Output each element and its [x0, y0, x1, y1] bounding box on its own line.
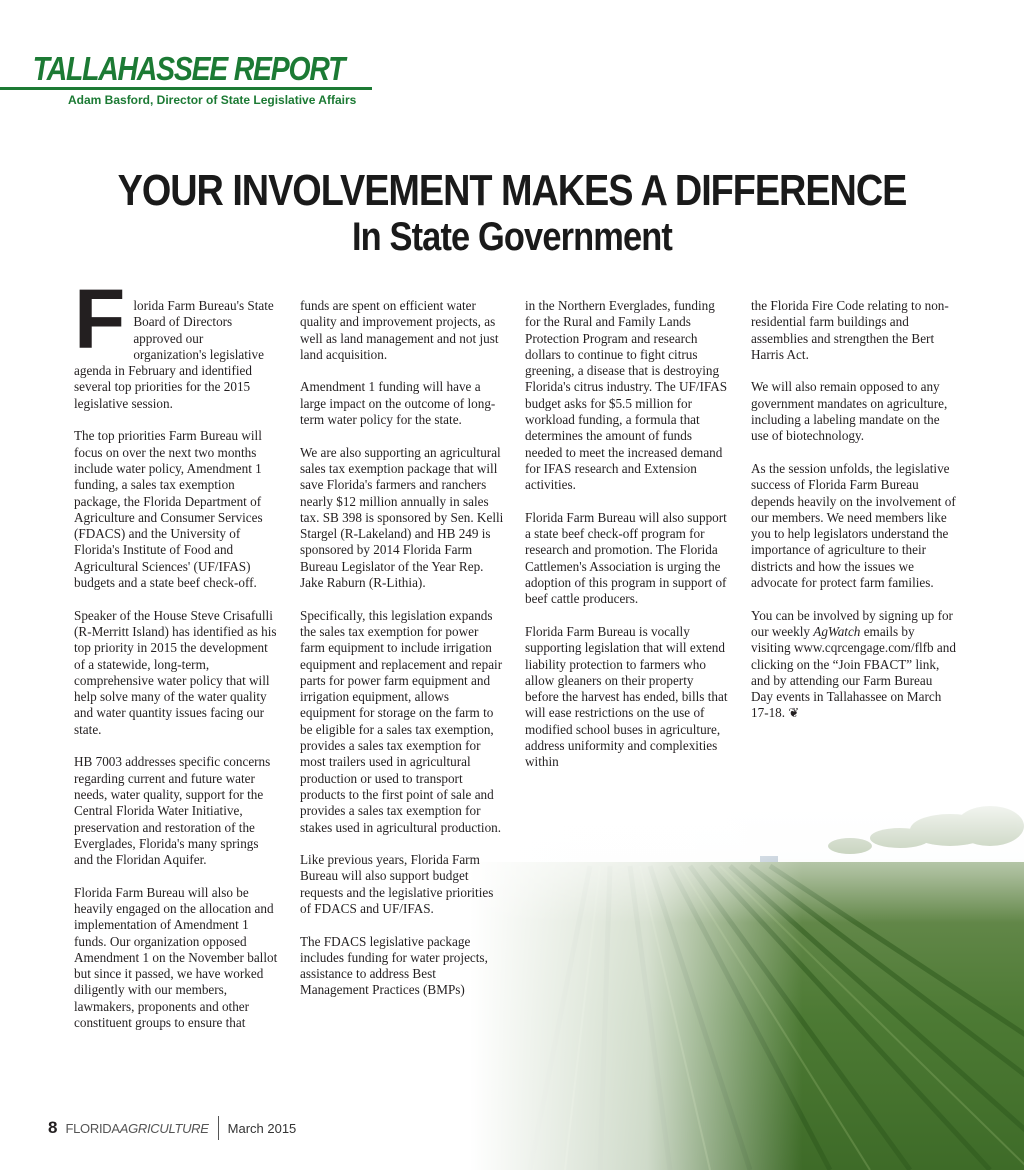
article-column-3	[525, 298, 730, 787]
article-paragraph: We will also remain opposed to any government mandates on agriculture, including a labeling mandate on the use of biotechnology.	[751, 379, 948, 444]
end-mark-icon: ❦	[788, 705, 800, 721]
page-footer	[48, 1116, 296, 1140]
article-text: You can be involved by signing up for our weekly	[751, 607, 953, 639]
article-paragraph: in the Northern Everglades, funding for the Rural and Family Lands Protection Program and research dollars to continue to fight citrus greening, a disease that is destroying Florida's citrus industry. The UF/IFAS budget asks for $5.5 million for workload funding, a formula that determines the amount of funds needed to meet the increased demand for IFAS research and Extension activities.	[525, 298, 728, 493]
article-paragraph: We are also supporting an agricultural sales tax exemption package that will save Florida's farmers and ranchers nearly $12 million annually in sales tax. SB 398 is sponsored by Sen. Kelli Stargel (R-Lakeland) and HB 249 is sponsored by 2014 Florida Farm Bureau Legislator of the Year Rep. Jake Raburn (R-Lithia).	[300, 444, 504, 591]
article-paragraph: Florida Farm Bureau will also be heavily engaged on the allocation and implementation of Amendment 1 funds. Our organization opposed Amendment 1 on the November ballot but since it passed, we have worked diligently with our members, lawmakers, proponents and other constituent groups to ensure that	[74, 884, 278, 1031]
headline-line2: In State Government	[351, 215, 673, 259]
article-paragraph: Amendment 1 funding will have a large impact on the outcome of long-term water policy for the state.	[300, 379, 496, 428]
footer-divider	[218, 1116, 219, 1140]
article-paragraph: Speaker of the House Steve Crisafulli (R-Merritt Island) has identified as his top priority in 2015 the development of a statewide, long-term, comprehensive water policy that will help solve many of the water quality and water quantity issues facing our state.	[74, 607, 277, 737]
article-paragraph: Florida Farm Bureau will also support a state beef check-off program for research and promotion. The Florida Cattlemen's Association is urging the adoption of this program in support of beef cattle producers.	[525, 509, 727, 607]
article-paragraph: Like previous years, Florida Farm Bureau will also support budget requests and the legislative priorities of FDACS and UF/IFAS.	[300, 852, 494, 916]
article-paragraph: The FDACS legislative package includes funding for water projects, assistance to address Best Management Practices (BMPs)	[300, 933, 488, 998]
headline-line1: YOUR INVOLVEMENT MAKES A DIFFERENCE	[117, 166, 907, 215]
article-paragraph	[751, 608, 956, 722]
article-paragraph: the Florida Fire Code relating to non-residential farm buildings and assemblies and strengthen the Bert Harris Act.	[751, 298, 949, 362]
article-paragraph: funds are spent on efficient water quality and improvement projects, as well as land management and not just land acquisition.	[300, 298, 499, 362]
agwatch-name: AgWatch	[813, 623, 861, 639]
article-text: lorida Farm Bureau's State Board of Directors approved our organization's legislative agenda in February and identified several top priorities for the 2015 legislative session.	[74, 298, 274, 411]
article-column-1	[74, 272, 279, 1048]
dropcap: F	[74, 272, 126, 366]
article-paragraph: The top priorities Farm Bureau will focus on over the next two months include water policy, Amendment 1 funding, a sales tax exemption package, the Florida Department of Agriculture and Consumer Services (FDACS) and the University of Florida's Institute of Food and Agricultural Sciences' (UF/IFAS) budgets and a state beef check-off.	[74, 428, 263, 591]
article-paragraph: Specifically, this legislation expands the sales tax exemption for power farm equipment to include irrigation equipment and replacement and repair parts for power farm equipment and irrigation equipment, allows equipment for storage on the farm to be eligible for a sales tax exemption, provides a sales tax exemption for most trailers used in agricultural production or used to transport products to the first point of sale and provides a sales tax exemption for stakes used in agricultural production.	[300, 607, 503, 835]
issue-date: March 2015	[227, 1120, 297, 1136]
section-byline: Adam Basford, Director of State Legislative Affairs	[68, 93, 357, 107]
article-column-4	[751, 298, 956, 738]
article-paragraph	[74, 272, 279, 412]
magazine-name-part1: FLORIDA	[65, 1120, 120, 1136]
article-paragraph: As the session unfolds, the legislative success of Florida Farm Bureau depends heavily on the involvement of our members. We need members like you to help legislators understand the importance of agriculture to their districts and how the issues we advocate for protect farm families.	[751, 460, 956, 591]
article-column-2	[300, 298, 505, 1015]
article-paragraph: HB 7003 addresses specific concerns regarding current and future water needs, water quality, support for the Central Florida Water Initiative, preservation and restoration of the Everglades, Florida's many springs and the Floridan Aquifer.	[74, 754, 271, 868]
section-title: TALLAHASSEE REPORT	[32, 50, 345, 87]
section-rule	[0, 87, 372, 90]
farm-field-photo	[470, 790, 1024, 1170]
article-paragraph: Florida Farm Bureau is vocally supporting legislation that will extend liability protection to farmers who allow gleaners on their property before the harvest has ended, bills that will ease restrictions on the use of modified school buses in agriculture, address uniformity and complexities within	[525, 623, 728, 770]
page-number: 8	[48, 1118, 58, 1137]
article-text: emails by visiting www.cqrcengage.com/flfb and clicking on the “Join FBACT” link, and by attending our Farm Bureau Day events in Tallahassee on March 17-18.	[751, 623, 956, 721]
magazine-name-part2: AGRICULTURE	[119, 1120, 209, 1136]
section-header	[0, 52, 372, 107]
